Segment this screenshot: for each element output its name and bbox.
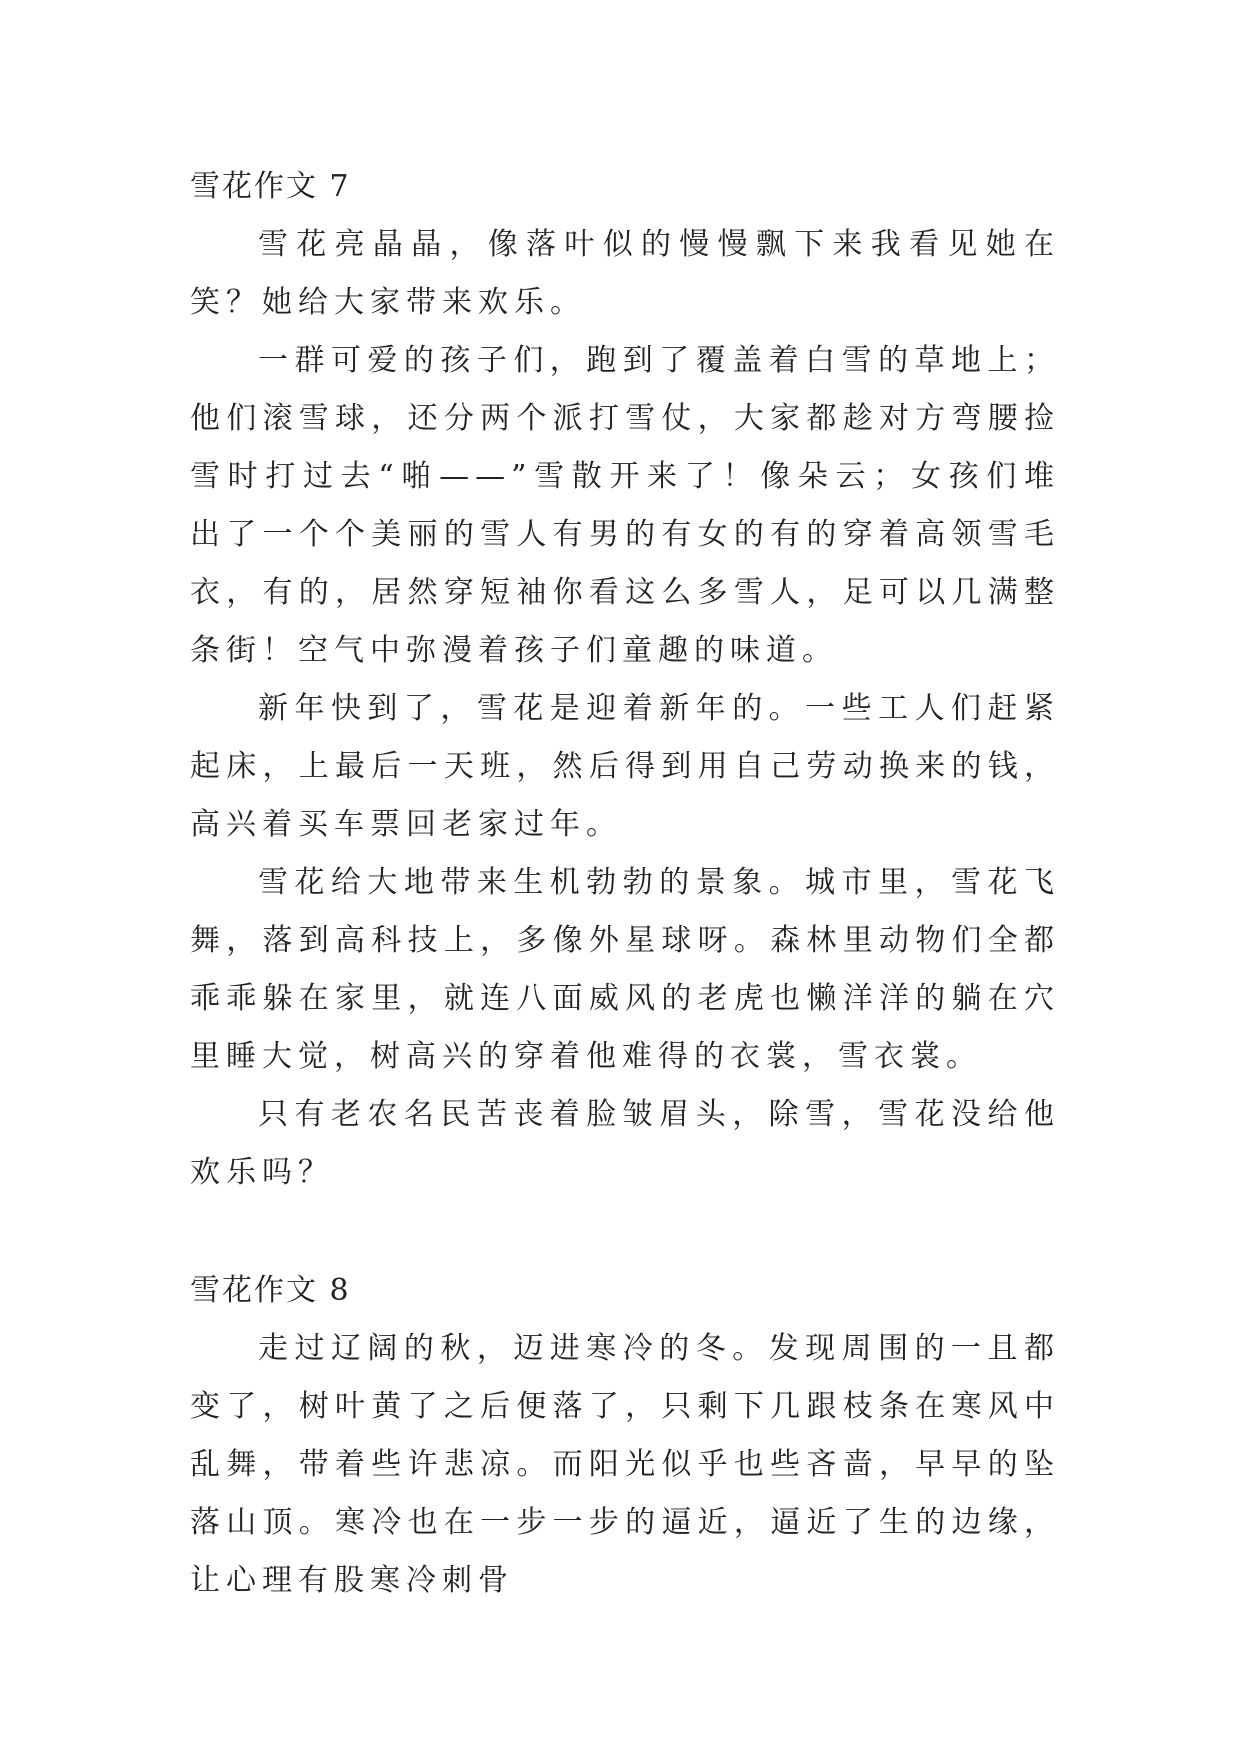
essay-paragraph: 雪花亮晶晶，像落叶似的慢慢飘下来我看见她在笑？她给大家带来欢乐。 (190, 227, 1060, 320)
essay-paragraph: 一群可爱的孩子们，跑到了覆盖着白雪的草地上；他们滚雪球，还分两个派打雪仗，大家都趁对方弯腰捡雪时打过去“啪——”雪散开来了！像朵云；女孩们堆出了一个个美丽的雪人有男的有女的有的穿着高领雪毛衣，有的，居然穿短袖你看这么多雪人，足可以几满整条街！空气中弥漫着孩子们童趣的味道。 (190, 343, 1060, 668)
essay-section-7 (190, 158, 1060, 1202)
essay-title: 雪花作文 8 (190, 1273, 351, 1308)
essay-paragraph: 走过辽阔的秋，迈进寒冷的冬。发现周围的一且都变了，树叶黄了之后便落了，只剩下几跟枝条在寒风中乱舞，带着些许悲凉。而阳光似乎也些吝啬，早早的坠落山顶。寒冷也在一步一步的逼近，逼近了生的边缘，让心理有股寒冷刺骨 (190, 1331, 1060, 1598)
essay-paragraph: 新年快到了，雪花是迎着新年的。一些工人们赶紧起床，上最后一天班，然后得到用自己劳动换来的钱，高兴着买车票回老家过年。 (190, 691, 1060, 842)
essay-paragraph: 只有老农名民苦丧着脸皱眉头，除雪，雪花没给他欢乐吗？ (190, 1097, 1060, 1190)
essay-section-8 (190, 1262, 1060, 1610)
essay-paragraph: 雪花给大地带来生机勃勃的景象。城市里，雪花飞舞，落到高科技上，多像外星球呀。森林里动物们全都乖乖躲在家里，就连八面威风的老虎也懒洋洋的躺在穴里睡大觉，树高兴的穿着他难得的衣裳，雪衣裳。 (190, 865, 1060, 1074)
essay-title: 雪花作文 7 (190, 169, 351, 204)
